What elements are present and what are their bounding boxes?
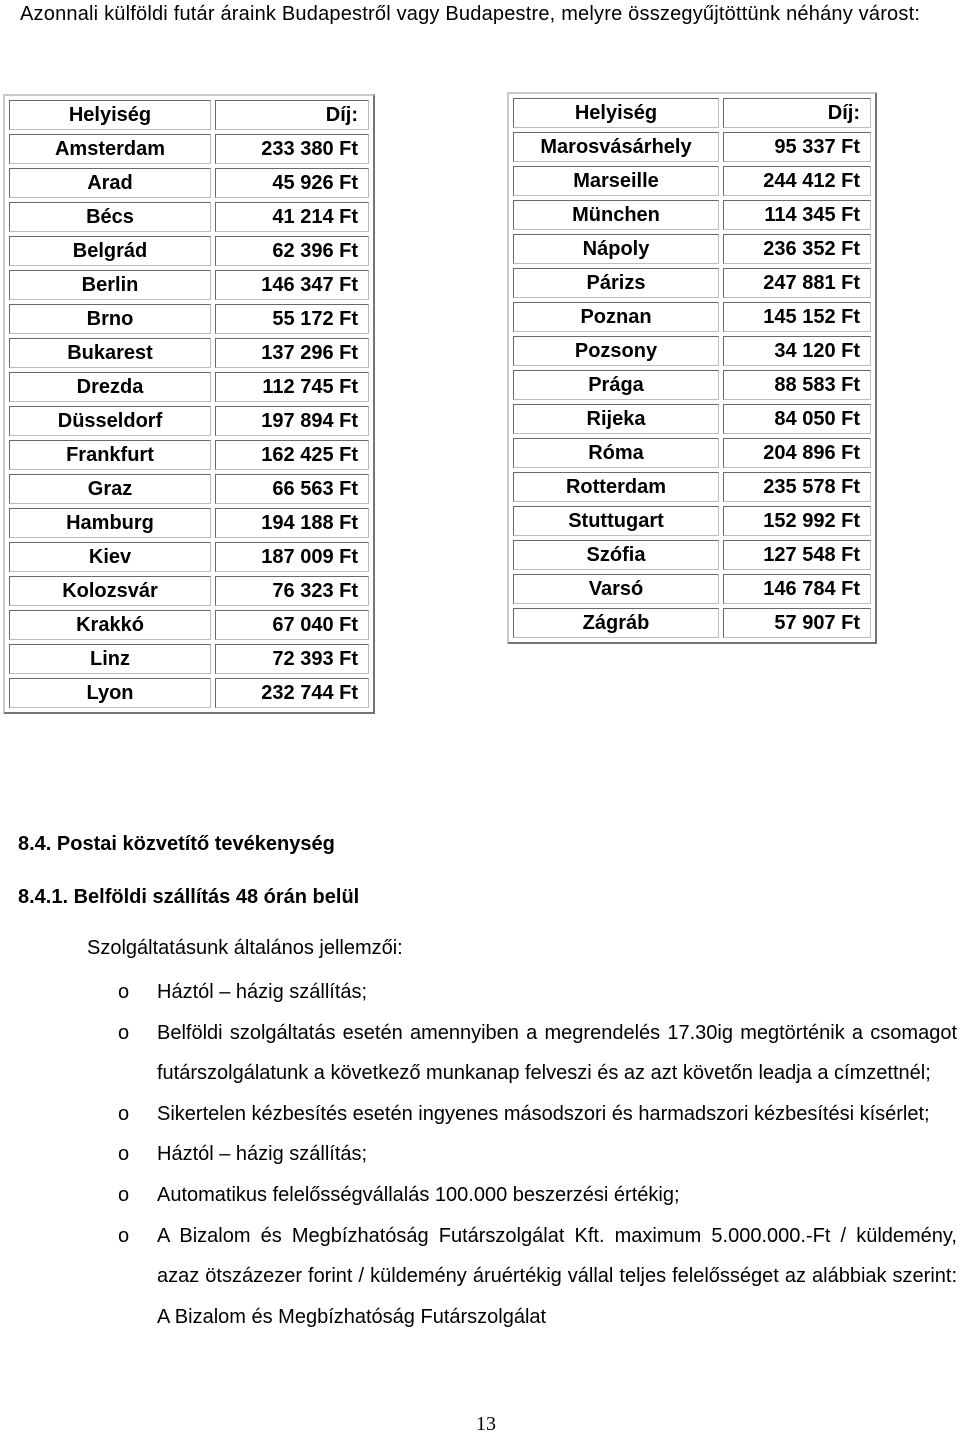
city-cell: Rijeka — [513, 404, 719, 434]
city-cell: Pozsony — [513, 336, 719, 366]
table-row — [9, 644, 369, 674]
city-cell: Kolozsvár — [9, 576, 211, 606]
intro-paragraph: Azonnali külföldi futár áraink Budapestről vagy Budapestre, melyre összegyűjtöttünk néhány várost: — [20, 3, 921, 25]
price-cell: 236 352 Ft — [723, 234, 871, 264]
price-cell: 112 745 Ft — [215, 372, 369, 402]
price-table-left — [3, 94, 375, 714]
section-heading: 8.4. Postai közvetítő tevékenység — [18, 833, 335, 855]
table-row — [513, 540, 871, 570]
list-item-text: Háztól – házig szállítás; — [157, 1143, 368, 1166]
table-row — [513, 166, 871, 196]
city-cell: Linz — [9, 644, 211, 674]
city-cell: Arad — [9, 168, 211, 198]
price-cell: 162 425 Ft — [215, 440, 369, 470]
price-cell: 57 907 Ft — [723, 608, 871, 638]
table-row — [513, 132, 871, 162]
bullet-marker: o — [118, 1102, 130, 1125]
table-row — [513, 234, 871, 264]
table-row — [9, 236, 369, 266]
table-row — [9, 440, 369, 470]
price-cell: 145 152 Ft — [723, 302, 871, 332]
price-cell: 244 412 Ft — [723, 166, 871, 196]
city-cell: München — [513, 200, 719, 230]
list-item-text: Belföldi szolgáltatás esetén amennyiben a megrendelés 17.30ig megtörténik a csomagot futárszolgálatunk a következő munkanap felveszi és az azt követőn leadja a címzettnél; — [157, 1021, 957, 1085]
price-cell: 197 894 Ft — [215, 406, 369, 436]
city-cell: Marosvásárhely — [513, 132, 719, 162]
price-cell: 45 926 Ft — [215, 168, 369, 198]
city-cell: Krakkó — [9, 610, 211, 640]
list-item — [0, 1134, 960, 1175]
table-row — [513, 268, 871, 298]
price-cell: 41 214 Ft — [215, 202, 369, 232]
bullet-marker: o — [118, 981, 130, 1003]
list-item — [0, 1175, 960, 1216]
city-cell: Róma — [513, 438, 719, 468]
city-cell: Belgrád — [9, 236, 211, 266]
price-table-right — [507, 92, 877, 644]
table-row — [513, 404, 871, 434]
table-row — [9, 270, 369, 300]
bullet-marker: o — [118, 1183, 130, 1206]
price-cell: 72 393 Ft — [215, 644, 369, 674]
price-cell: 137 296 Ft — [215, 338, 369, 368]
price-cell: 235 578 Ft — [723, 472, 871, 502]
table-row — [513, 200, 871, 230]
price-cell: 127 548 Ft — [723, 540, 871, 570]
city-cell: Lyon — [9, 678, 211, 708]
table-row — [9, 338, 369, 368]
city-cell: Drezda — [9, 372, 211, 402]
price-cell: 187 009 Ft — [215, 542, 369, 572]
price-table-left-body — [9, 100, 369, 708]
table-row — [9, 542, 369, 572]
table-row — [9, 678, 369, 708]
table-row — [513, 336, 871, 366]
table-row — [513, 370, 871, 400]
bullet-marker: o — [118, 1143, 130, 1166]
table-row — [513, 608, 871, 638]
table-row — [9, 406, 369, 436]
list-item-text: Automatikus felelősségvállalás 100.000 beszerzési értékig; — [157, 1183, 680, 1206]
price-cell: 152 992 Ft — [723, 506, 871, 536]
list-item-text: Sikertelen kézbesítés esetén ingyenes másodszori és harmadszori kézbesítési kísérlet; — [157, 1102, 930, 1125]
table-row — [9, 168, 369, 198]
bullet-marker: o — [118, 1021, 130, 1044]
price-cell: 66 563 Ft — [215, 474, 369, 504]
price-cell: 84 050 Ft — [723, 404, 871, 434]
table-row — [9, 576, 369, 606]
city-cell: Düsseldorf — [9, 406, 211, 436]
city-cell: Brno — [9, 304, 211, 334]
price-cell: 146 784 Ft — [723, 574, 871, 604]
city-cell: Párizs — [513, 268, 719, 298]
column-header-price: Díj: — [215, 100, 369, 130]
features-lead: Szolgáltatásunk általános jellemzői: — [87, 937, 403, 959]
city-cell: Bukarest — [9, 338, 211, 368]
price-cell: 67 040 Ft — [215, 610, 369, 640]
list-item — [0, 1216, 960, 1338]
city-cell: Berlin — [9, 270, 211, 300]
price-cell: 232 744 Ft — [215, 678, 369, 708]
city-cell: Nápoly — [513, 234, 719, 264]
list-item-text: A Bizalom és Megbízhatóság Futárszolgálat Kft. maximum 5.000.000.-Ft / küldemény, azaz ötszázezer forint / küldemény áruértékig vállal teljes felelősséget az alábbiak szerint: A Bizalom és Megbízhatóság Futárszolgálat — [157, 1224, 957, 1328]
table-row — [513, 574, 871, 604]
price-cell: 88 583 Ft — [723, 370, 871, 400]
table-header-row — [9, 100, 369, 130]
price-cell: 62 396 Ft — [215, 236, 369, 266]
table-row — [9, 610, 369, 640]
city-cell: Frankfurt — [9, 440, 211, 470]
price-cell: 247 881 Ft — [723, 268, 871, 298]
table-row — [513, 472, 871, 502]
table-row — [9, 474, 369, 504]
table-row — [513, 302, 871, 332]
city-cell: Amsterdam — [9, 134, 211, 164]
price-table-right-body — [513, 98, 871, 638]
city-cell: Marseille — [513, 166, 719, 196]
list-item-text: Háztól – házig szállítás; — [157, 981, 368, 1003]
city-cell: Bécs — [9, 202, 211, 232]
city-cell: Varsó — [513, 574, 719, 604]
city-cell: Zágráb — [513, 608, 719, 638]
city-cell: Rotterdam — [513, 472, 719, 502]
city-cell: Hamburg — [9, 508, 211, 538]
table-row — [9, 134, 369, 164]
price-cell: 233 380 Ft — [215, 134, 369, 164]
list-item — [0, 1094, 960, 1135]
bullet-marker: o — [118, 1224, 130, 1247]
price-cell: 194 188 Ft — [215, 508, 369, 538]
table-row — [9, 304, 369, 334]
price-cell: 146 347 Ft — [215, 270, 369, 300]
city-cell: Graz — [9, 474, 211, 504]
subsection-heading: 8.4.1. Belföldi szállítás 48 órán belül — [18, 886, 360, 908]
list-item — [0, 972, 960, 1013]
city-cell: Kiev — [9, 542, 211, 572]
city-cell: Stuttugart — [513, 506, 719, 536]
column-header-price: Díj: — [723, 98, 871, 128]
city-cell: Poznan — [513, 302, 719, 332]
price-cell: 34 120 Ft — [723, 336, 871, 366]
table-header-row — [513, 98, 871, 128]
features-list — [0, 972, 960, 1337]
page-number: 13 — [476, 1413, 496, 1435]
price-cell: 95 337 Ft — [723, 132, 871, 162]
price-cell: 76 323 Ft — [215, 576, 369, 606]
price-cell: 114 345 Ft — [723, 200, 871, 230]
column-header-city: Helyiség — [513, 98, 719, 128]
table-row — [513, 506, 871, 536]
table-row — [9, 202, 369, 232]
table-row — [513, 438, 871, 468]
column-header-city: Helyiség — [9, 100, 211, 130]
price-cell: 204 896 Ft — [723, 438, 871, 468]
list-item — [0, 1013, 960, 1094]
price-cell: 55 172 Ft — [215, 304, 369, 334]
table-row — [9, 372, 369, 402]
city-cell: Szófia — [513, 540, 719, 570]
table-row — [9, 508, 369, 538]
city-cell: Prága — [513, 370, 719, 400]
